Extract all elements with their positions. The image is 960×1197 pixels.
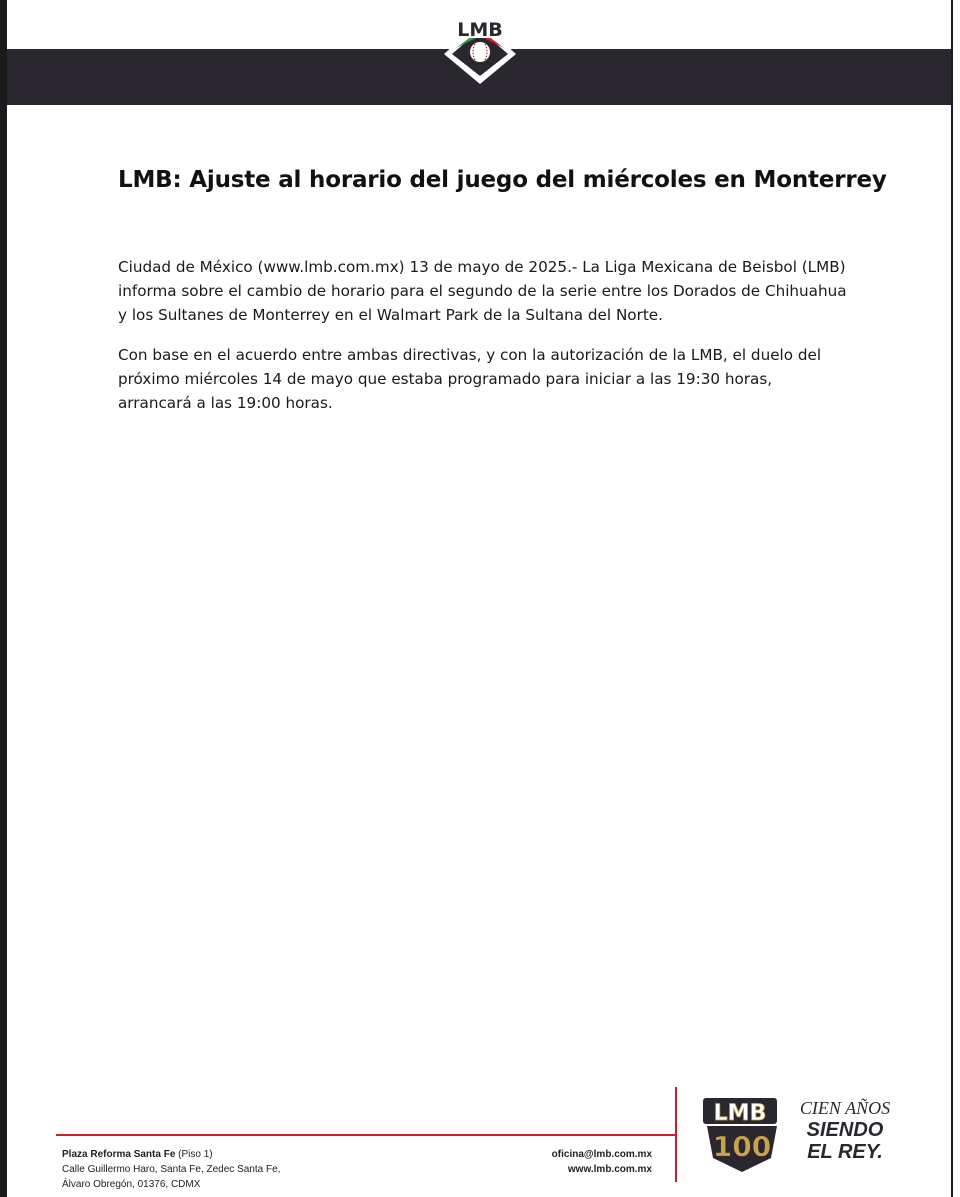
badge-lmb-text: LMB: [713, 1101, 767, 1126]
address-floor: (Piso 1): [178, 1149, 213, 1160]
contact-email[interactable]: oficina@lmb.com.mx: [551, 1149, 652, 1160]
footer-vertical-divider: [675, 1087, 677, 1182]
address-line-2: Calle Guillermo Haro, Santa Fe, Zedec Santa Fe,: [62, 1164, 281, 1175]
lmb-logo: [440, 14, 520, 86]
slogan-cien-anos: [783, 1096, 907, 1166]
slogan-line-1: CIEN AÑOS: [799, 1098, 891, 1118]
page-frame-right: [951, 0, 953, 1197]
lmb-logo-text: LMB: [457, 19, 503, 41]
page-frame-left: [0, 0, 7, 1197]
address-line-3: Álvaro Obregón, 01376, CDMX: [62, 1179, 201, 1190]
slogan-line-2: SIENDO: [806, 1119, 884, 1141]
slogan-line-3: EL REY.: [807, 1141, 883, 1163]
footer-address: [62, 1147, 280, 1192]
footer-contact: [500, 1147, 652, 1177]
badge-number-text: 100: [712, 1130, 772, 1163]
footer-divider: [56, 1134, 676, 1136]
lmb-100-badge: [701, 1094, 783, 1174]
address-name: Plaza Reforma Santa Fe: [62, 1149, 176, 1160]
page-title: LMB: Ajuste al horario del juego del miércoles en Monterrey: [118, 167, 887, 193]
body-paragraph-2: Con base en el acuerdo entre ambas directivas, y con la autorización de la LMB, el duelo del próximo miércoles 14 de mayo que estaba programado para iniciar a las 19:30 horas, arrancará a las 19:00 horas.: [118, 346, 822, 412]
contact-website[interactable]: www.lmb.com.mx: [567, 1164, 652, 1175]
body-paragraph-1: Ciudad de México (www.lmb.com.mx) 13 de mayo de 2025.- La Liga Mexicana de Beisbol (LMB) informa sobre el cambio de horario para el segundo de la serie entre los Dorados de Chihuahua y los Sultanes de Monterrey en el Walmart Park de la Sultana del Norte.: [118, 258, 847, 324]
